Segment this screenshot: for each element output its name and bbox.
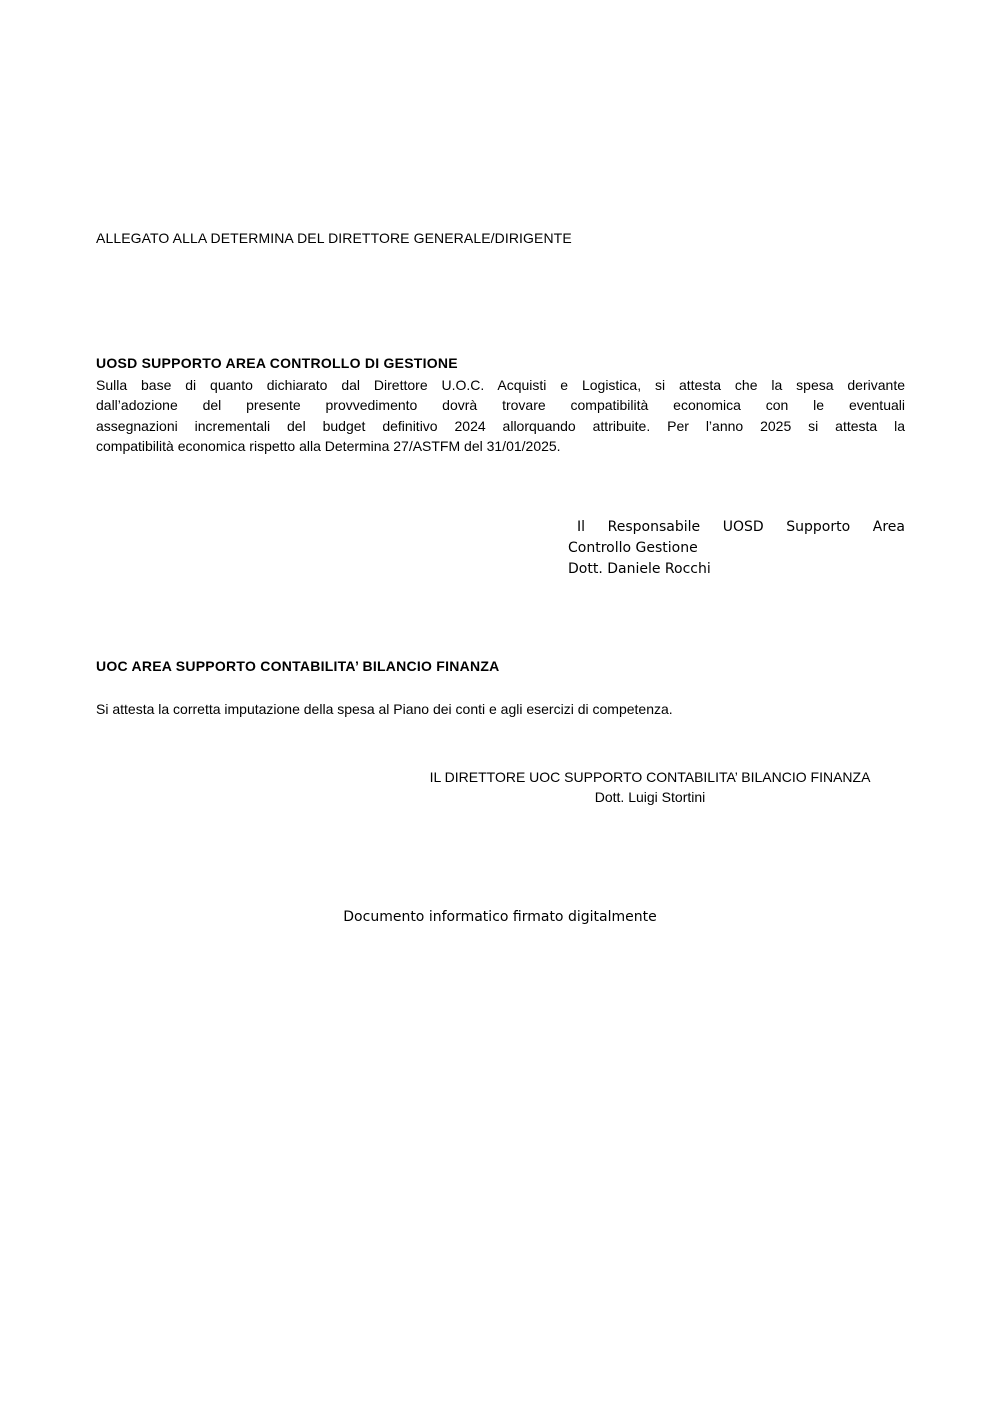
body-line: dall’adozione del presente provvedimento dovrà trovare compatibilità economica con le eventuali [96, 397, 905, 414]
signature-role-line: Controllo Gestione [568, 540, 698, 556]
uoc-signature-block [300, 767, 1000, 808]
body-line: compatibilità economica rispetto alla Determina 27/ASTFM del 31/01/2025. [96, 437, 561, 454]
uosd-signature-block [568, 517, 905, 580]
digital-signature-note: Documento informatico firmato digitalmente [343, 909, 657, 925]
body-line: Sulla base di quanto dichiarato dal Direttore U.O.C. Acquisti e Logistica, si attesta che la spesa derivante [96, 377, 905, 393]
uosd-section-body [96, 375, 905, 456]
signature-role-line: IL DIRETTORE UOC SUPPORTO CONTABILITA’ BILANCIO FINANZA [429, 769, 871, 785]
signature-name-line: Dott. Daniele Rocchi [568, 561, 711, 577]
uosd-section-heading: UOSD SUPPORTO AREA CONTROLLO DI GESTIONE [96, 355, 458, 371]
uoc-section-body: Si attesta la corretta imputazione della spesa al Piano dei conti e agli esercizi di competenza. [96, 701, 673, 717]
allegato-title: ALLEGATO ALLA DETERMINA DEL DIRETTORE GENERALE/DIRIGENTE [96, 230, 572, 246]
signature-name-line: Dott. Luigi Stortini [594, 789, 706, 806]
signature-role-line: Il Responsabile UOSD Supporto Area [577, 519, 905, 535]
body-line: assegnazioni incrementali del budget definitivo 2024 allorquando attribuite. Per l’anno 2025 si attesta la [96, 417, 905, 434]
uoc-section-heading: UOC AREA SUPPORTO CONTABILITA’ BILANCIO FINANZA [96, 658, 500, 674]
